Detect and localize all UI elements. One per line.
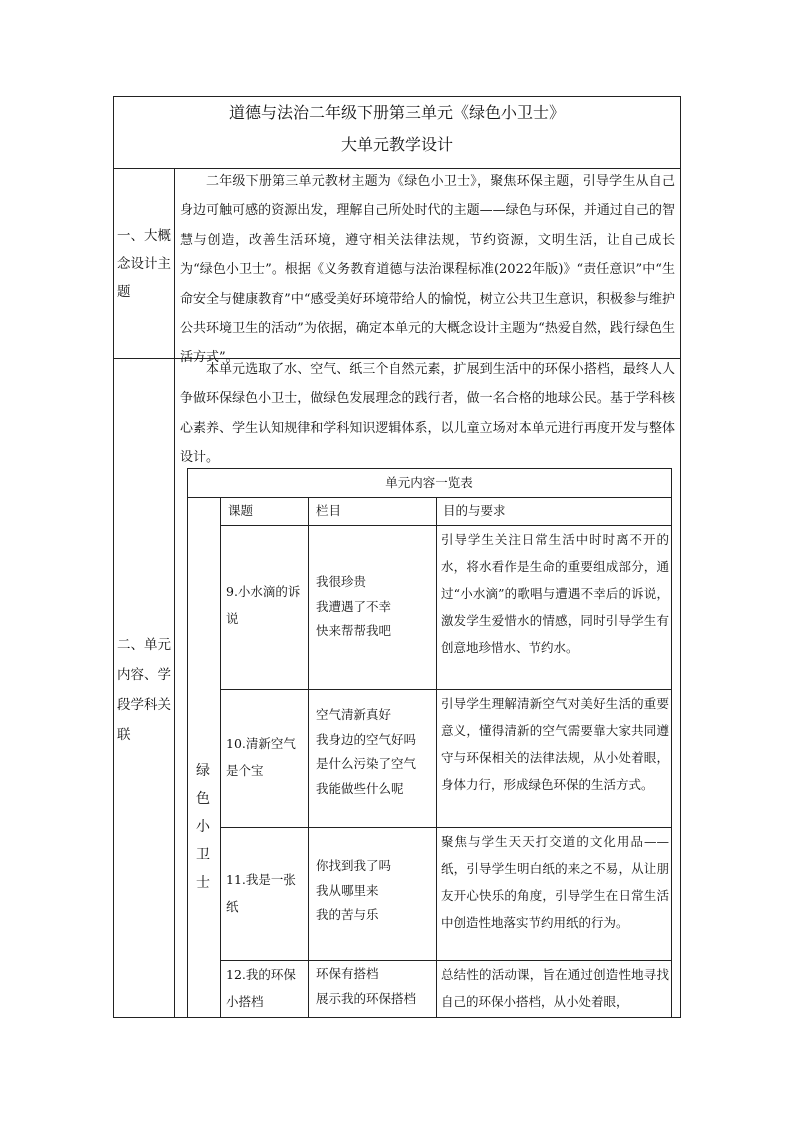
lesson-goal: 聚焦与学生天天打交道的文化用品——纸，引导学生明白纸的来之不易，从让朋友开心快乐的角度，引导学生在日常生活中创造性地落实节约用纸的行为。 [441, 834, 669, 930]
section-paragraph: 本单元选取了水、空气、纸三个自然元素，扩展到生活中的环保小搭档，最终人人争做环保绿色小卫士，做绿色发展理念的践行者，做一名合格的地球公民。基于学科核心素养、学生认知规律和学科知识逻辑体系，以儿童立场对本单元进行再度开发与整体设计。 [180, 362, 675, 466]
divider [436, 497, 437, 1018]
table-caption: 单元内容一览表 [385, 475, 473, 490]
column-item: 展示我的环保搭档 [316, 990, 417, 1006]
column-item: 环保有搭档 [316, 966, 379, 981]
page-subtitle: 大单元教学设计 [340, 135, 453, 154]
column-item: 你找到我了吗 [316, 858, 392, 873]
lesson-title: 9.小水滴的诉说 [226, 584, 301, 626]
divider [220, 497, 221, 1018]
column-item: 我的苦与乐 [316, 907, 379, 922]
column-header: 课题 [228, 503, 254, 518]
lesson-title: 12.我的环保小搭档 [226, 967, 296, 1009]
column-item: 我很珍贵 [316, 574, 367, 589]
section-label: 一、大概念设计主题 [117, 228, 171, 300]
lesson-columns [316, 962, 434, 1011]
column-item: 快来帮帮我吧 [316, 623, 392, 638]
lesson-title: 11.我是一张纸 [226, 872, 296, 914]
column-header: 目的与要求 [443, 503, 506, 518]
lesson-goal: 引导学生理解清新空气对美好生活的重要意义，懂得清新的空气需要靠大家共同遵守与环保相关的法律法规，从小处着眼，身体力行，形成绿色环保的生活方式。 [441, 696, 669, 792]
lesson-columns [316, 703, 434, 801]
column-item: 空气清新真好 [316, 707, 392, 722]
divider [308, 497, 309, 1018]
lesson-columns [316, 570, 434, 644]
column-item: 我从哪里来 [316, 882, 379, 898]
divider [671, 468, 672, 1018]
unit-name: 绿色小卫士 [196, 763, 210, 891]
lesson-goal: 总结性的活动课，旨在通过创造性地寻找自己的环保小搭档，从小处着眼， [441, 967, 669, 1009]
lesson-columns [316, 854, 434, 928]
lesson-goal: 引导学生关注日常生活中时时离不开的水，将水看作是生命的重要组成部分，通过“小水滴”的歌唱与遭遇不幸后的诉说，激发学生爱惜水的情感，同时引导学生有创意地珍惜水、节约水。 [441, 532, 669, 655]
lesson-title: 10.清新空气是个宝 [226, 736, 296, 778]
column-item: 是什么污染了空气 [316, 756, 417, 771]
column-item: 我身边的空气好吗 [316, 731, 417, 747]
column-item: 我能做些什么呢 [316, 780, 404, 796]
divider [187, 468, 188, 1018]
divider [174, 168, 175, 1018]
divider [187, 497, 671, 498]
section-label: 二、单元内容、学段学科关联 [117, 637, 171, 743]
section-paragraph: 二年级下册第三单元教材主题为《绿色小卫士》，聚焦环保主题，引导学生从自己身边可触可感的资源出发，理解自己所处时代的主题——绿色与环保，并通过自己的智慧与创造，改善生活环境，遵守相关法律法规，节约资源，文明生活，让自己成长为“绿色小卫士”。根据《义务教育道德与法治课程标准(2022年版)》“责任意识”中“生命安全与健康教育”中“感受美好环境带给人的愉悦，树立公共卫生意识，积极参与维护公共环境卫生的活动”为依据，确定本单元的大概念设计主题为“热爱自然，践行绿色生活方式”。 [180, 174, 675, 366]
column-item: 我遭遇了不幸 [316, 598, 392, 614]
page-title: 道德与法治二年级下册第三单元《绿色小卫士》 [228, 103, 565, 122]
column-header: 栏目 [316, 503, 342, 518]
